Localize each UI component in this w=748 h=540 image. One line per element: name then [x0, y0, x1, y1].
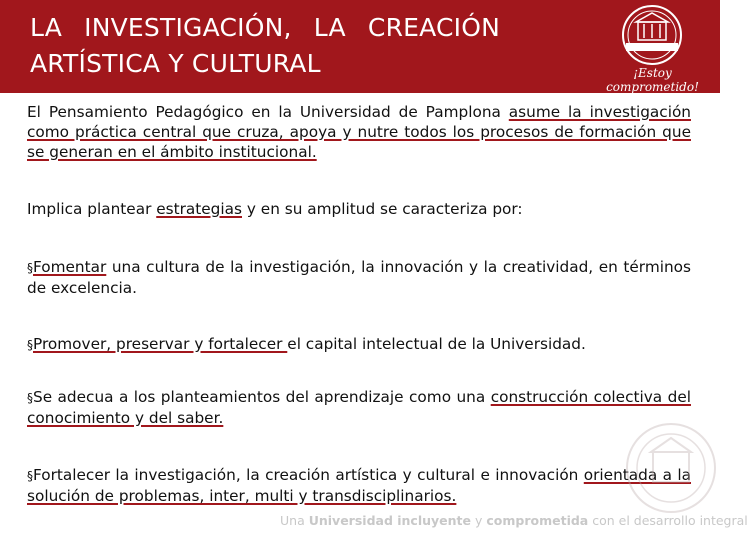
list-item-text: una cultura de la investigación, la innovación y la creatividad, en términos de excelencia.: [27, 258, 691, 297]
paragraph-2-text-c: y en su amplitud se caracteriza por:: [242, 200, 523, 218]
slide-title: [30, 10, 550, 82]
logo-slogan: ¡Estoy comprometido!: [606, 66, 699, 94]
title-line-1: LA INVESTIGACIÓN, LA CREACIÓN: [30, 13, 501, 42]
bullet-icon: §: [27, 338, 33, 352]
university-logo: [590, 4, 715, 94]
list-item-text: Se adecua a los planteamientos del aprendizaje como una: [33, 388, 491, 406]
paragraph-2-underlined: estrategias: [156, 200, 242, 218]
slide-header: [0, 0, 720, 93]
list-item-text: Fortalecer la investigación, la creación artística y cultural e innovación: [33, 466, 584, 484]
list-item: [27, 465, 691, 506]
bullet-icon: §: [27, 391, 33, 405]
list-item-underlined: construcción colectiva del conocimiento y del saber.: [27, 388, 691, 427]
list-item: [27, 387, 691, 428]
paragraph-2: [27, 199, 691, 219]
footer-text: Una: [280, 513, 309, 528]
list-item-text: el capital intelectual de la Universidad.: [287, 335, 586, 353]
university-emblem-icon: [590, 4, 715, 66]
footer-tagline: [280, 513, 748, 528]
footer-bold: Universidad incluyente: [308, 513, 472, 528]
paragraph-1-text: El Pensamiento Pedagógico en la Universidad de Pamplona: [27, 103, 509, 121]
footer-text: y: [471, 513, 487, 528]
footer-bold: comprometida: [486, 513, 589, 528]
footer-text: con el desarrollo integral: [588, 513, 748, 528]
list-item: [27, 257, 691, 298]
paragraph-1: [27, 102, 691, 162]
bullet-icon: §: [27, 261, 33, 275]
list-item: [27, 334, 691, 355]
title-line-2: ARTÍSTICA Y CULTURAL: [30, 49, 321, 78]
bullet-icon: §: [27, 469, 33, 483]
list-item-underlined: orientada a la solución de problemas, inter, multi y transdisciplinarios.: [27, 466, 691, 505]
list-item-underlined: Promover, preservar y fortalecer: [33, 335, 288, 353]
paragraph-1-underlined: asume la investigación como práctica central que cruza, apoya y nutre todos los procesos de formación que se generan en el ámbito institucional.: [27, 103, 691, 161]
list-item-underlined: Fomentar: [33, 258, 107, 276]
university-seal-watermark-icon: [623, 418, 719, 518]
paragraph-2-text-a: Implica plantear: [27, 200, 157, 218]
